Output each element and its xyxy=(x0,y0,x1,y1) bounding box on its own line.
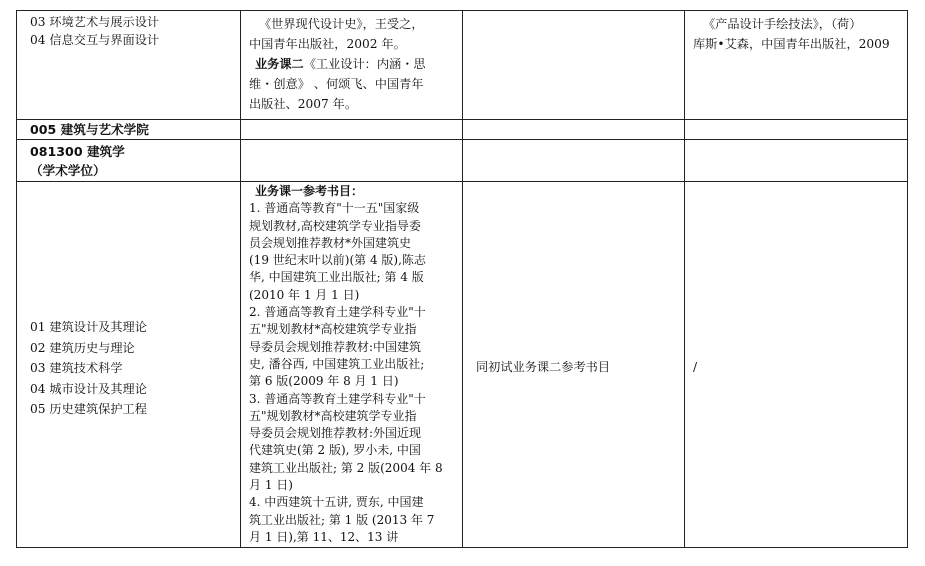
reference-line: (2010 年 1 月 1 日) xyxy=(249,287,360,302)
reference-line: 导委员会规划推荐教材:外国近现 xyxy=(249,426,422,441)
table-row xyxy=(17,11,908,120)
reference-line: 代建筑史(第 2 版), 罗小未, 中国 xyxy=(249,443,421,458)
reference-line: 月 1 日) xyxy=(249,478,293,493)
addendum-references-cell xyxy=(685,182,908,548)
research-directions-cell xyxy=(17,182,241,548)
reference-line: 第 6 版(2009 年 8 月 1 日) xyxy=(249,374,399,389)
reference-line: 中国青年出版社，2002 年。 xyxy=(249,37,406,51)
empty-cell xyxy=(463,120,685,140)
table-row xyxy=(17,140,908,182)
direction-item: 03 建筑技术科学 xyxy=(30,361,123,376)
retest-reference-text: 同初试业务课二参考书目 xyxy=(476,359,611,374)
addendum-reference-text: / xyxy=(693,359,698,374)
reference-line: 《世界现代设计史》，王受之， xyxy=(259,17,424,31)
direction-item: 04 信息交互与界面设计 xyxy=(30,32,160,47)
reference-line: 2. 普通高等教育土建学科专业"十 xyxy=(249,305,426,320)
reference-line: 导委员会规划推荐教材:中国建筑 xyxy=(249,339,422,354)
reference-line: 规划教材,高校建筑学专业指导委 xyxy=(249,218,421,233)
direction-item: 02 建筑历史与理论 xyxy=(30,340,135,355)
reference-line: 3. 普通高等教育土建学科专业"十 xyxy=(249,391,426,406)
reference-line: (19 世纪末叶以前)(第 4 版),陈志 xyxy=(249,253,426,268)
table-row xyxy=(17,182,908,548)
course-label: 业务课二 xyxy=(255,57,304,71)
reference-heading: 业务课一参考书目： xyxy=(255,184,364,198)
reference-line: 《产品设计手绘技法》，（荷） xyxy=(703,17,862,31)
direction-item: 01 建筑设计及其理论 xyxy=(30,320,147,335)
catalog-table xyxy=(16,10,908,548)
empty-cell xyxy=(241,140,463,182)
degree-type: （学术学位） xyxy=(30,163,106,178)
reference-line xyxy=(249,54,456,74)
empty-cell xyxy=(241,120,463,140)
reference-line: 五"规划教材*高校建筑学专业指 xyxy=(249,408,417,423)
reference-line: 月 1 日),第 11、12、13 讲 xyxy=(249,529,399,544)
reference-line: 筑工业出版社; 第 1 版 (2013 年 7 xyxy=(249,512,435,527)
reference-line: 出版社、2007 年。 xyxy=(249,97,358,111)
retest-references-cell xyxy=(463,11,685,120)
reference-line: 华, 中国建筑工业出版社; 第 4 版 xyxy=(249,270,424,285)
table-row xyxy=(17,120,908,140)
addendum-references-cell xyxy=(685,11,908,120)
reference-line: 史, 潘谷西, 中国建筑工业出版社; xyxy=(249,356,425,371)
department-label: 005 建筑与艺术学院 xyxy=(30,122,149,137)
references-cell xyxy=(241,11,463,120)
direction-item: 04 城市设计及其理论 xyxy=(30,381,147,396)
reference-line: 4. 中西建筑十五讲, 贾东, 中国建 xyxy=(249,495,424,510)
major-code-name: 081300 建筑学 xyxy=(30,144,125,159)
retest-references-cell xyxy=(463,182,685,548)
reference-line: 库斯•艾森，中国青年出版社，2009 xyxy=(693,37,890,51)
research-directions-cell xyxy=(17,11,241,120)
reference-line: 五"规划教材*高校建筑学专业指 xyxy=(249,322,417,337)
reference-line: 维・创意》 、何颂飞、中国青年 xyxy=(249,77,424,91)
direction-item: 05 历史建筑保护工程 xyxy=(30,402,147,417)
major-cell xyxy=(17,140,241,182)
empty-cell xyxy=(685,140,908,182)
reference-text: 《工业设计：内涵・思 xyxy=(303,57,426,71)
reference-line: 建筑工业出版社; 第 2 版(2004 年 8 xyxy=(249,460,443,475)
references-cell xyxy=(241,182,463,548)
reference-line: 1. 普通高等教育"十一五"国家级 xyxy=(249,201,420,216)
empty-cell xyxy=(685,120,908,140)
empty-cell xyxy=(463,140,685,182)
reference-line: 员会规划推荐教材*外国建筑史 xyxy=(249,235,412,250)
direction-item: 03 环境艺术与展示设计 xyxy=(30,15,160,29)
department-cell xyxy=(17,120,241,140)
